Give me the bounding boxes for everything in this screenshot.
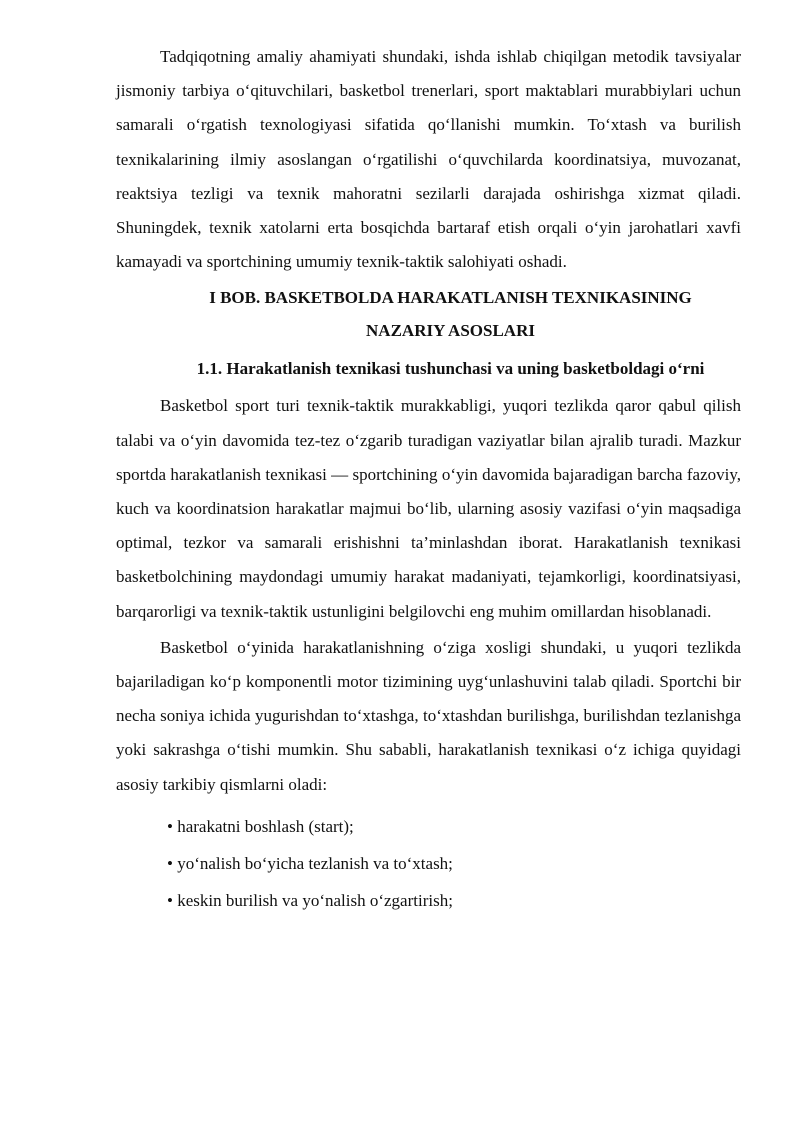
intro-paragraph: Tadqiqotning amaliy ahamiyati shundaki, ishda ishlab chiqilgan metodik tavsiyalar jismoniy tarbiya o‘qituvchilari, basketbol trenerlari, sport maktablari murabbiylari uchun samarali o‘rgatish texnologiyasi sifatida qo‘llanishi mumkin. To‘xtash va burilish texnikalarining ilmiy asoslangan o‘rgatilishi o‘quvchilarda koordinatsiya, muvozanat, reaktsiya tezligi va texnik mahoratni sezilarli darajada oshirishga xizmat qiladi. Shuningdek, texnik xatolarni erta bosqichda bartaraf etish orqali o‘yin jarohatlari xavfi kamayadi va sportchining umumiy texnik-taktik salohiyati oshadi. — [116, 47, 741, 272]
section-title: 1.1. Harakatlanish texnikasi tushunchasi va uning basketboldagi o‘rni — [196, 359, 705, 379]
body-paragraph: Basketbol o‘yinida harakatlanishning o‘ziga xosligi shundaki, u yuqori tezlikda bajariladigan ko‘p komponentli motor tizimining uyg‘unlashuvini talab qiladi. Sportchi bir necha soniya ichida yugurishdan to‘xtashga, to‘xtashdan burilishga, burilishdan tezlanishga yoki sakrashga o‘tishi mumkin. Shu sababli, harakatlanish texnikasi o‘z ichiga quyidagi asosiy tarkibiy qismlarni oladi: — [116, 637, 741, 794]
chapter-title-line1: I BOB. BASKETBOLDA HARAKATLANISH TEXNIKASINING — [209, 288, 692, 308]
bullet-list — [116, 808, 741, 919]
list-item: • keskin burilish va yo‘nalish o‘zgartirish; — [167, 890, 453, 910]
body-paragraph: Basketbol sport turi texnik-taktik murakkabligi, yuqori tezlikda qaror qabul qilish talabi va o‘yin davomida tez-tez o‘zgarib turadigan vaziyatlar bilan ajralib turadi. Mazkur sportda harakatlanish texnikasi — sportchining o‘yin davomida bajaradigan barcha fazoviy, kuch va koordinatsion harakatlar majmui bo‘lib, ularning asosiy vazifasi o‘yin maqsadiga optimal, tezkor va samarali erishishni ta’minlashdan iborat. Harakatlanish texnikasi basketbolchining maydondagi umumiy harakat madaniyati, tejamkorligi, koordinatsiyasi, barqarorligi va texnik-taktik ustunligini belgilovchi eng muhim omillardan hisoblanadi. — [116, 396, 741, 621]
document-page — [116, 40, 741, 919]
chapter-heading — [116, 281, 741, 347]
chapter-title-line2: NAZARIY ASOSLARI — [366, 321, 535, 341]
list-item: • harakatni boshlash (start); — [167, 816, 354, 836]
list-item: • yo‘nalish bo‘yicha tezlanish va to‘xtash; — [167, 853, 453, 873]
